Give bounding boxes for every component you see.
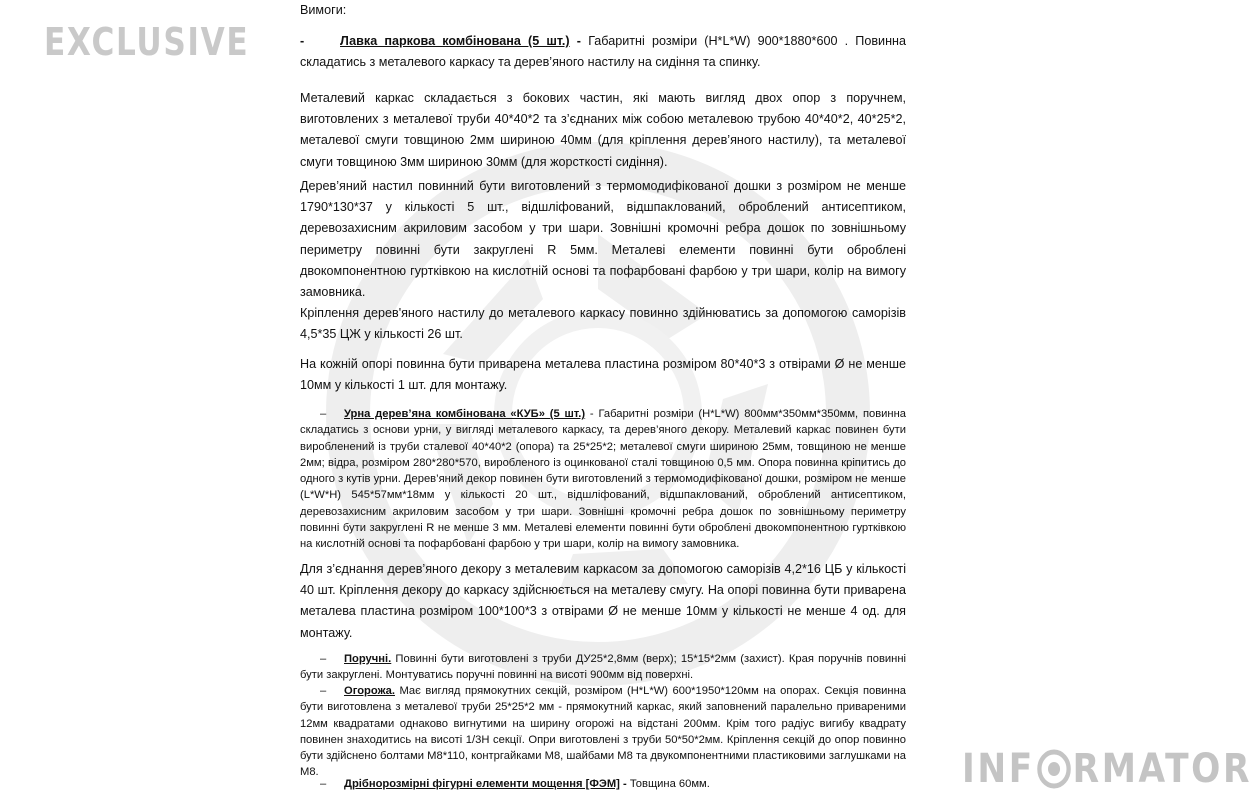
pavers-text: Товщина 60мм. — [629, 778, 710, 790]
list-dash: – — [320, 408, 327, 420]
rails-item — [300, 651, 906, 684]
rails-text: Повинні бути виготовлені з труби ДУ25*2,8мм (верх); 15*15*2мм (захист). Края поручнів повинні бути закруглені. Монтуватись поручні повинні на висоті 900мм від поверхні. — [300, 653, 906, 682]
informator-watermark — [962, 746, 1252, 792]
urn-title-separator: - — [585, 408, 599, 420]
frame-paragraph: Металевий каркас складається з бокових частин, які мають вигляд двох опор з поручнем, виготовлених з металевої труби 40*40*2 та з’єднаних між собою металевою трубою 40*40*2, 40*25*2, металевої смуги товщиною 2мм шириною 40мм (для кріплення дерев’яного настилу), та металевої смуги товщиною 3мм шириною 30мм (для жорсткості сидіння). — [300, 91, 906, 169]
fence-title: Огорожа. — [344, 685, 395, 697]
plate-paragraph: На кожній опорі повинна бути приварена металева пластина розміром 80*40*3 з отвірами Ø не менше 10мм у кількості 1 шт. для монтажу. — [300, 357, 906, 393]
requirements-header: Вимоги: — [300, 3, 347, 17]
pavers-title: Дрібнорозмірні фігурні елементи мощення [ФЭМ] — [344, 778, 620, 790]
informator-text-right: RMATOR — [1072, 746, 1252, 792]
list-dash: - — [300, 34, 305, 48]
fixing-paragraph: Кріплення дерев'яного настилу до металевого каркасу повинно здійнюватись за допомогою саморізів 4,5*35 ЦЖ у кількості 26 шт. — [300, 306, 906, 342]
rails-title: Поручні. — [344, 653, 392, 665]
fence-text: Має вигляд прямокутних секцій, розміром (H*L*W) 600*1950*120мм на опорах. Секція повинна бути виготовлена з металевої труби 25*25*2 мм - прямокутний каркас, який заповнений паралельно привареними 12мм квадратами однаково вигнутими на ширину огорожі на відстані 200мм. Крім того радіус вигибу квадрату повинен знаходитись на висоті 1/3Н секції. Опри виготовлені з труби 50*50*2мм. Кріплення секцій до опор повинно бути здійснено болтами М8*110, контргайками М8, шайбами М8 та двукомпонентними пластиковими заглушками на М8. — [300, 685, 906, 779]
list-dash: – — [320, 685, 327, 697]
bench-title-separator: - — [569, 34, 589, 48]
list-dash: – — [320, 653, 327, 665]
informator-eye-logo-icon — [1037, 749, 1071, 789]
pavers-item — [300, 776, 906, 792]
bench-item — [300, 31, 906, 73]
informator-text-left: INF — [962, 746, 1035, 792]
urn-join-paragraph: Для з’єднання дерев’яного декору з металевим каркасом за допомогою саморізів 4,2*16 ЦБ у кількості 40 шт. Кріплення декору до каркасу здійснюється на металеву смугу. На опорі повинна бути приварена металева пластина розміром 100*100*3 з отвірами Ø не менше 10мм у кількості не менше 4 од. для монтажу. — [300, 562, 906, 640]
pavers-title-separator: - — [619, 778, 630, 790]
urn-item — [300, 406, 906, 553]
deck-paragraph: Дерев’яний настил повинний бути виготовлений з термомодифікованої дошки з розміром не менше 1790*130*37 у кількості 5 шт., відшліфований, відшпаклований, оброблений антисептиком, деревозахисним акриловим засобом у три шари. Зовнішні кромочні ребра дошок по зовнішньому периметру повинні бути закруглені R 5мм. Металеві елементи повинні бути оброблені двокомпонентною гуртківкою на кислотній основі та пофарбовані фарбою у три шари, колір на вимогу замовника. — [300, 179, 906, 300]
urn-title: Урна дерев’яна комбінована «КУБ» (5 шт.) — [344, 408, 586, 420]
fence-item — [300, 683, 906, 781]
bench-text: Габаритні розміри (H*L*W) 900*1880*600 . Повинна складатись з металевого каркасу та дерев’яного настилу на сидіння та спинку. — [300, 34, 906, 70]
exclusive-watermark: EXCLUSIVE — [44, 20, 250, 64]
urn-text: Габаритні розміри (H*L*W) 800мм*350мм*350мм, повинна складатись з основи урни, у вигляді металевого каркасу, та дерев’яного декору. Металевий каркас повинен бути виробленений із труби сталевої 40*40*2 (опора) та 25*25*2; металевої смуги шириною 25мм, товщиною не менше 2мм; відра, розміром 280*280*570, виробленого із оцинкованої сталі товщиною 0,5 мм. Опора повинна кріпитись до одного з кутів урни. Дерев’яний декор повинен бути виготовлений з термомодифікованої дошки, розміром не менше (L*W*H) 545*57мм*18мм у кількості 20 шт., відшліфований, відшпаклований, оброблений антисептиком, деревозахисним акриловим засобом у три шари. Зовнішні кромочні ребра дошок по зовнішньому периметру повинні бути закруглені R не менше 3 мм. Металеві елементи повинні бути оброблені двокомпонентною гуртківкою на кислотній основі та пофарбовані фарбою у три шари, колір на вимогу замовника. — [300, 408, 907, 551]
list-dash: – — [320, 778, 327, 790]
bench-title: Лавка паркова комбінована (5 шт.) — [340, 34, 570, 48]
